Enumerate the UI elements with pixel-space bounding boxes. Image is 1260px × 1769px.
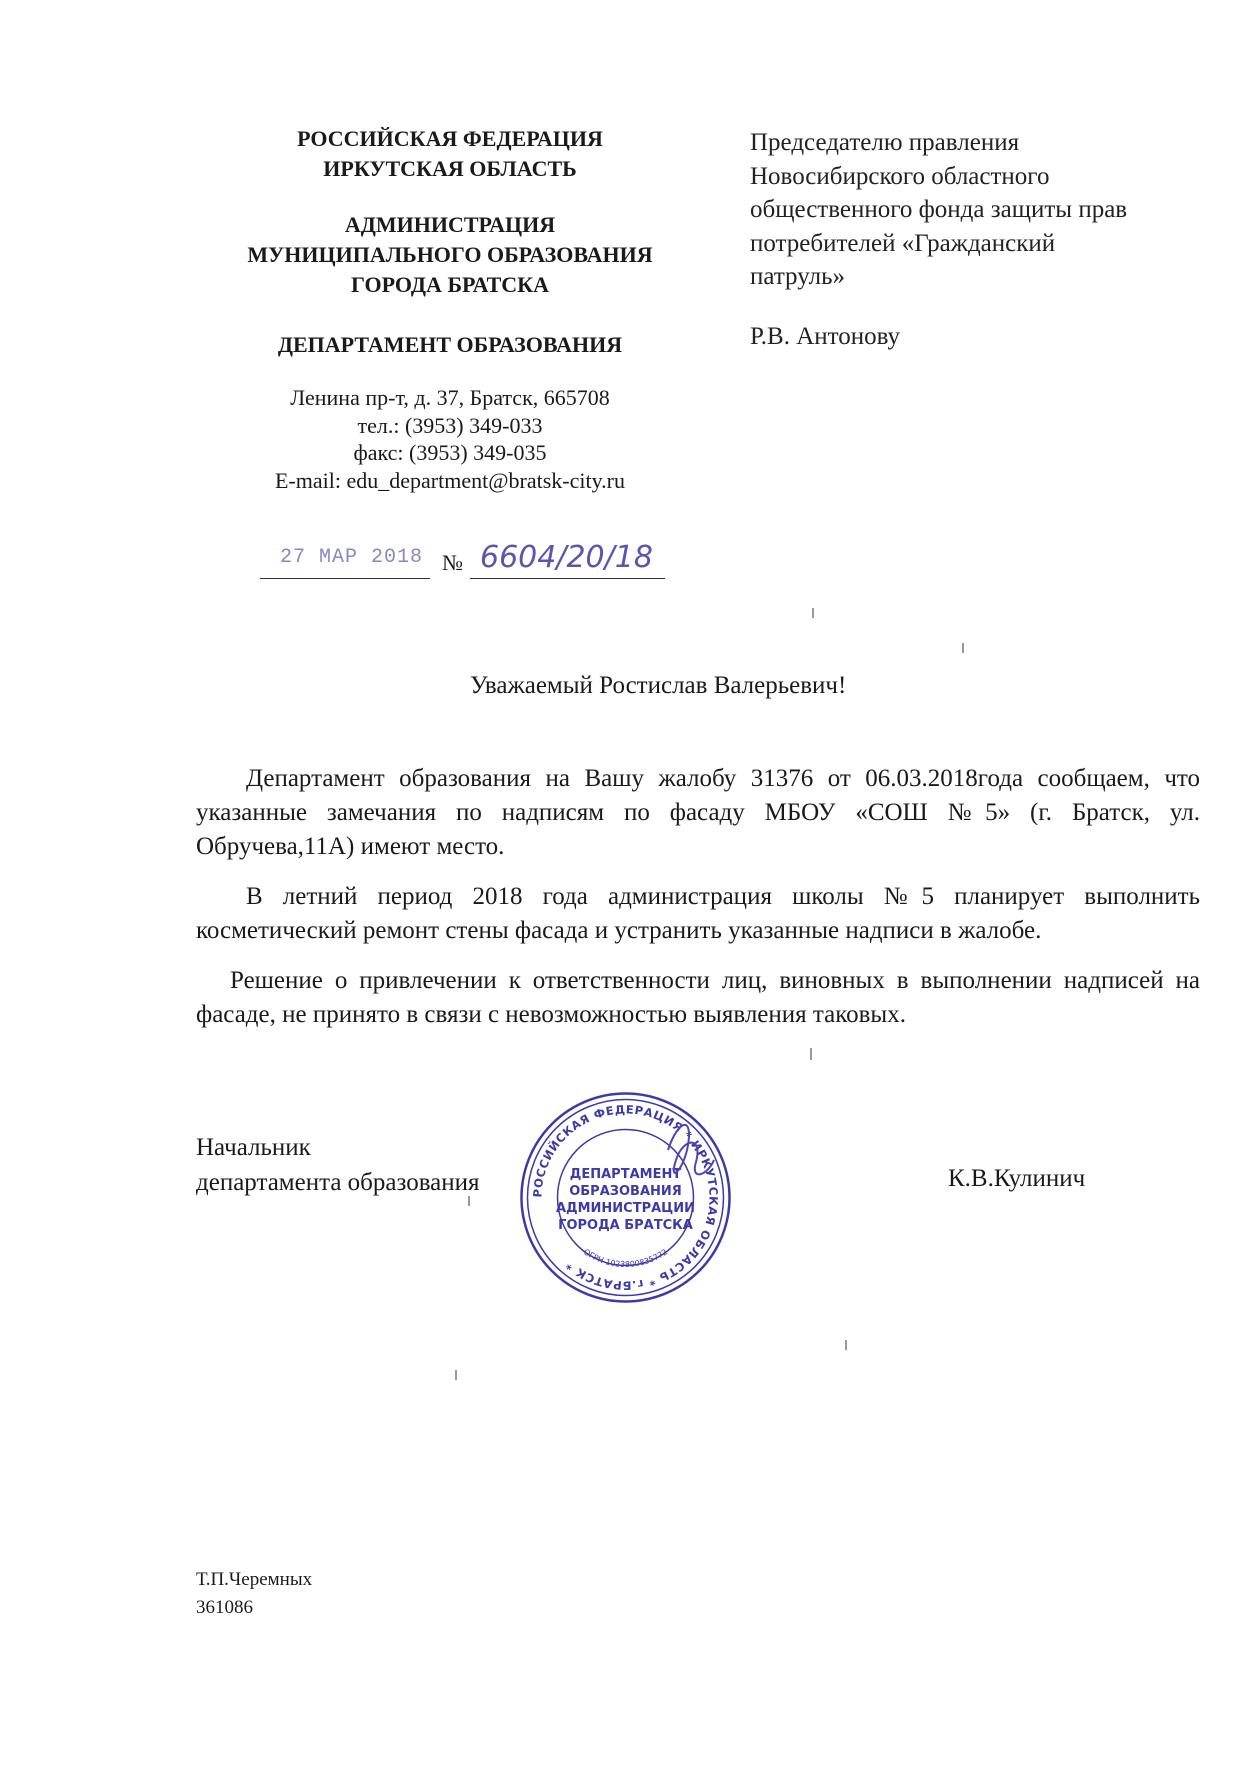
sender-admin-line1: АДМИНИСТРАЦИЯ [344, 212, 556, 237]
scan-artifact [455, 1370, 457, 1380]
svg-text:ОГРН 1023800835772 [582, 1247, 669, 1269]
signatory-title-line2: департамента образования [196, 1169, 480, 1196]
sender-department: ДЕПАРТАМЕНТ ОБРАЗОВАНИЯ [277, 332, 623, 357]
signatory-title-line1: Начальник [196, 1134, 311, 1161]
seal-center-line3: АДМИНИСТРАЦИИ [555, 1201, 696, 1216]
sender-email: E-mail: edu_department@bratsk-city.ru [275, 467, 625, 493]
recipient-block [750, 126, 1220, 353]
letter-body [196, 762, 1200, 1048]
date-underline [260, 578, 430, 579]
handwritten-reg-number: 6604/20/18 [480, 540, 653, 575]
seal-ring-text: РОССИЙСКАЯ ФЕДЕРАЦИЯ * ИРКУТСКАЯ ОБЛАСТЬ * г.БРАТСК * [530, 1102, 721, 1293]
number-underline [470, 578, 665, 579]
greeting: Уважаемый Ростислав Валерьевич! [470, 672, 847, 699]
recipient-line: потребителей «Гражданский [750, 229, 1056, 257]
scan-artifact [468, 1196, 470, 1206]
official-seal [518, 1090, 733, 1305]
recipient-name: Р.В. Антонову [750, 322, 901, 350]
signatory-name: К.В.Кулинич [948, 1165, 1086, 1192]
seal-center-line4: ГОРОДА БРАТСКА [558, 1218, 693, 1233]
sender-address: Ленина пр-т, д. 37, Братск, 665708 [290, 385, 610, 410]
recipient-line: Новосибирского областного [750, 162, 1050, 190]
sender-phone: тел.: (3953) 349-033 [357, 412, 543, 438]
scan-artifact [812, 608, 814, 618]
number-sign: № [442, 550, 463, 575]
seal-center-line2: ОБРАЗОВАНИЯ [569, 1184, 682, 1199]
scan-artifact [810, 1048, 812, 1060]
recipient-line: Председателю правления [750, 129, 1020, 156]
sender-header [210, 124, 690, 494]
sender-country: РОССИЙСКАЯ ФЕДЕРАЦИЯ [297, 126, 603, 151]
sender-admin-line2: МУНИЦИПАЛЬНОГО ОБРАЗОВАНИЯ [247, 242, 653, 267]
executor-info [196, 1566, 312, 1622]
recipient-line: патруль» [750, 263, 846, 290]
sender-admin-line3: ГОРОДА БРАТСКА [351, 272, 549, 297]
scan-artifact [845, 1340, 847, 1350]
executor-phone: 361086 [196, 1597, 253, 1618]
seal-ogrn: ОГРН 1023800835772 [581, 1247, 670, 1269]
sender-region: ИРКУТСКАЯ ОБЛАСТЬ [323, 156, 577, 181]
outgoing-reference [260, 540, 680, 580]
seal-center-line1: ДЕПАРТАМЕНТ [569, 1167, 682, 1182]
scan-artifact [962, 643, 964, 653]
recipient-line: общественного фонда защиты прав [750, 196, 1128, 223]
paragraph: В летний период 2018 года администрация школы №5 планирует выполнить косметический ремонт стены фасада и устранить указанные надписи в жалобе. [196, 883, 1200, 944]
paragraph: Решение о привлечении к ответственности лиц, виновных в выполнении надписей на фасаде, не принято в связи с невозможностью выявления таковых. [196, 967, 1200, 1028]
signatory-title [196, 1130, 480, 1200]
date-stamp: 27 МАР 2018 [280, 546, 424, 569]
executor-name: Т.П.Черемных [196, 1569, 313, 1590]
paragraph: Департамент образования на Вашу жалобу 31376 от 06.03.2018года сообщаем, что указанные замечания по надписям по фасаду МБОУ «СОШ №5» (г. Братск, ул. Обручева,11А) имеют место. [196, 765, 1200, 860]
sender-fax: факс: (3953) 349-035 [353, 440, 547, 465]
